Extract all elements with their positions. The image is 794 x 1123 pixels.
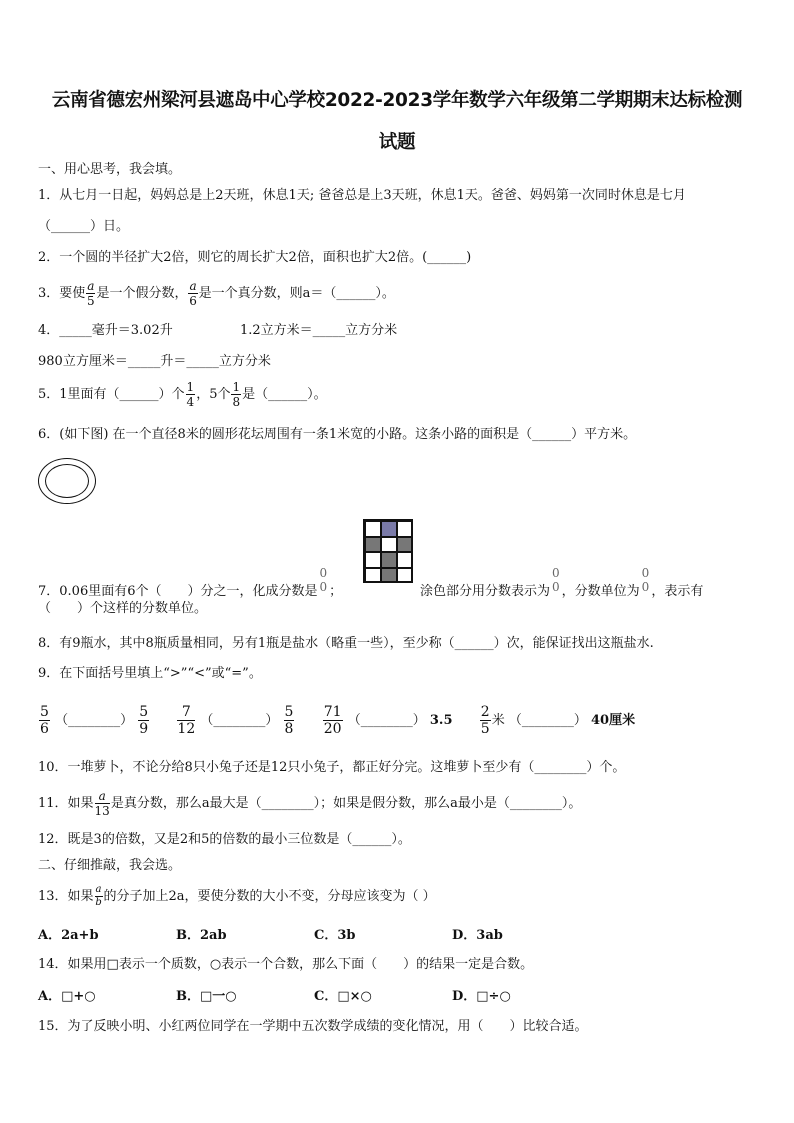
question-4-part-a: 4．_____毫升＝3.02升 xyxy=(38,323,173,338)
q13-option-b[interactable]: B．2ab xyxy=(176,928,227,943)
q7-blank-fraction-3 xyxy=(641,567,651,593)
question-1-line2: （______）日。 xyxy=(38,219,130,234)
question-13 xyxy=(38,885,436,908)
q9-value-40cm: 40厘米 xyxy=(591,713,636,728)
q13-fraction-a-over-b xyxy=(95,885,103,908)
fraction-numerator: 71 xyxy=(323,704,342,720)
q9-fraction-5-8 xyxy=(284,705,295,736)
question-8: 8．有9瓶水，其中8瓶质量相同，另有1瓶是盐水（略重一些），至少称（______）次，能保证找出这瓶盐水. xyxy=(38,636,654,651)
question-4-part-b: 1.2立方米＝_____立方分米 xyxy=(240,323,398,338)
fraction-denominator: 12 xyxy=(177,721,196,737)
grid-cell xyxy=(365,568,381,584)
shaded-grid-figure xyxy=(365,521,413,583)
q7-text-3: 涂色部分用分数表示为 xyxy=(420,584,551,599)
question-1-line1: 1．从七月一日起，妈妈总是上2天班，休息1天; 爸爸总是上3天班，休息1天。爸爸、妈妈第一次同时休息是七月 xyxy=(38,188,686,203)
q9-fraction-5-9 xyxy=(138,705,149,736)
question-7-line1-right xyxy=(420,567,703,600)
fraction-denominator: 0 xyxy=(552,580,560,594)
fraction-numerator: 0 xyxy=(641,566,650,580)
q11-text-1: 11．如果 xyxy=(38,796,94,811)
question-9: 9．在下面括号里填上“>”“<”或“=”。 xyxy=(38,666,262,681)
question-2: 2．一个圆的半径扩大2倍，则它的周长扩大2倍，面积也扩大2倍。(______) xyxy=(38,250,472,265)
q9-fraction-7-12 xyxy=(177,705,195,736)
q5-text-1: 5．1里面有（______）个 xyxy=(38,387,185,402)
question-11 xyxy=(38,790,581,817)
question-6: 6．(如下图) 在一个直径8米的圆形花坛周围有一条1米宽的小路。这条小路的面积是（______）平方米。 xyxy=(38,427,637,442)
q3-text-3: 是一个真分数，则a＝（______）。 xyxy=(198,286,395,301)
q11-fraction-a-over-13 xyxy=(95,790,110,817)
q9-fraction-71-20 xyxy=(323,705,343,736)
q7-text-1: 7．0.06里面有6个（ ）分之一，化成分数是 xyxy=(38,584,318,599)
question-7-line2: （ ）个这样的分数单位。 xyxy=(38,601,208,616)
q13-text-2: 的分子加上2a，要使分数的大小不变，分母应该变为（ ） xyxy=(103,889,436,904)
grid-cell-shaded xyxy=(381,552,397,568)
grid-cell-shaded xyxy=(365,537,381,553)
fraction-denominator: 0 xyxy=(319,580,328,594)
q14-option-c[interactable]: C．□×○ xyxy=(314,989,372,1004)
paper-title-line1: 云南省德宏州梁河县遮岛中心学校2022-2023学年数学六年级第二学期期末达标检测 xyxy=(51,90,743,111)
q13-option-a[interactable]: A．2a+b xyxy=(38,928,99,943)
flowerbed-inner-circle xyxy=(45,464,89,498)
fraction-denominator: 6 xyxy=(189,294,197,308)
fraction-numerator: 1 xyxy=(232,380,241,394)
q3-text-2: 是一个假分数， xyxy=(96,286,188,301)
fraction-numerator: a xyxy=(95,884,102,895)
fraction-numerator: 0 xyxy=(552,566,560,580)
fraction-denominator: 9 xyxy=(139,721,149,737)
q11-text-2: 是真分数，那么a最大是（________）；如果是假分数，那么a最小是（________）。 xyxy=(110,796,582,811)
q9-fraction-5-6 xyxy=(39,705,50,736)
q7-blank-fraction-1 xyxy=(319,567,329,593)
question-9-comparisons xyxy=(38,701,635,741)
q7-text-5: ，表示有 xyxy=(651,584,704,599)
question-7-line1 xyxy=(38,567,342,600)
fraction-denominator: 0 xyxy=(641,580,650,594)
fraction-numerator: a xyxy=(189,279,197,293)
grid-cell-shaded xyxy=(381,568,397,584)
grid-cell xyxy=(381,537,397,553)
grid-cell xyxy=(365,552,381,568)
grid-cell xyxy=(397,568,413,584)
fraction-numerator: 5 xyxy=(284,704,294,720)
q14-option-d[interactable]: D．□÷○ xyxy=(452,989,511,1004)
fraction-denominator: 6 xyxy=(40,721,49,737)
grid-cell-shaded xyxy=(381,521,397,537)
question-4-part-c: 980立方厘米＝_____升＝_____立方分米 xyxy=(38,354,271,369)
q5-fraction-one-quarter xyxy=(186,381,196,408)
grid-cell-shaded xyxy=(397,537,413,553)
fraction-numerator: 5 xyxy=(40,704,49,720)
fraction-denominator: 5 xyxy=(87,294,95,308)
grid-cell xyxy=(397,552,413,568)
fraction-numerator: 5 xyxy=(139,704,149,720)
q9-blank-4: （________） xyxy=(508,713,587,728)
section-heading-fill: 一、用心思考，我会填。 xyxy=(38,162,182,177)
q7-text-4: ，分数单位为 xyxy=(561,584,640,599)
q14-option-b[interactable]: B．□一○ xyxy=(176,989,237,1004)
fraction-numerator: 2 xyxy=(480,704,490,720)
fraction-denominator: b xyxy=(95,897,102,908)
q7-blank-fraction-2 xyxy=(551,567,561,593)
fraction-numerator: 0 xyxy=(319,566,328,580)
question-5 xyxy=(38,381,327,408)
q5-fraction-one-eighth xyxy=(231,381,241,408)
q3-fraction-a-over-5 xyxy=(86,280,95,307)
q3-text-1: 3．要使 xyxy=(38,286,86,301)
fraction-denominator: 4 xyxy=(186,395,195,409)
q9-unit-meter: 米 xyxy=(491,713,505,728)
question-15: 15．为了反映小明、小红两位同学在一学期中五次数学成绩的变化情况，用（ ）比较合适。 xyxy=(38,1019,588,1034)
fraction-numerator: a xyxy=(87,279,95,293)
q9-blank-3: （________） xyxy=(347,713,426,728)
question-3 xyxy=(38,280,395,307)
fraction-numerator: 1 xyxy=(186,380,195,394)
fraction-denominator: 8 xyxy=(232,395,241,409)
fraction-numerator: 7 xyxy=(177,705,195,721)
q9-fraction-2-5 xyxy=(480,705,491,736)
q3-fraction-a-over-6 xyxy=(188,280,197,307)
q13-option-d[interactable]: D．3ab xyxy=(452,928,503,943)
q5-text-2: ，5个 xyxy=(196,387,231,402)
question-14: 14．如果用□表示一个质数，○表示一个合数，那么下面（ ）的结果一定是合数。 xyxy=(38,957,534,972)
grid-cell xyxy=(397,521,413,537)
fraction-denominator: 13 xyxy=(94,804,110,818)
section-heading-choose: 二、仔细推敲，我会选。 xyxy=(38,858,182,873)
q13-option-c[interactable]: C．3b xyxy=(314,928,356,943)
q13-text-1: 13．如果 xyxy=(38,889,94,904)
q9-value-3-5: 3.5 xyxy=(429,713,453,728)
fraction-numerator: a xyxy=(95,790,110,804)
paper-title-line2: 试题 xyxy=(378,132,416,153)
question-12: 12．既是3的倍数，又是2和5的倍数的最小三位数是（______）。 xyxy=(38,832,411,847)
question-10: 10．一堆萝卜，不论分给8只小兔子还是12只小兔子，都正好分完。这堆萝卜至少有（________）个。 xyxy=(38,760,626,775)
fraction-denominator: 8 xyxy=(284,721,294,737)
fraction-denominator: 5 xyxy=(480,721,490,737)
q14-option-a[interactable]: A．□+○ xyxy=(38,989,96,1004)
q9-blank-1: （________） xyxy=(55,713,134,728)
fraction-denominator: 20 xyxy=(323,721,342,737)
grid-cell xyxy=(365,521,381,537)
q7-text-2: ； xyxy=(329,584,343,599)
q9-blank-2: （________） xyxy=(200,713,279,728)
q5-text-3: 是（______）。 xyxy=(242,387,327,402)
